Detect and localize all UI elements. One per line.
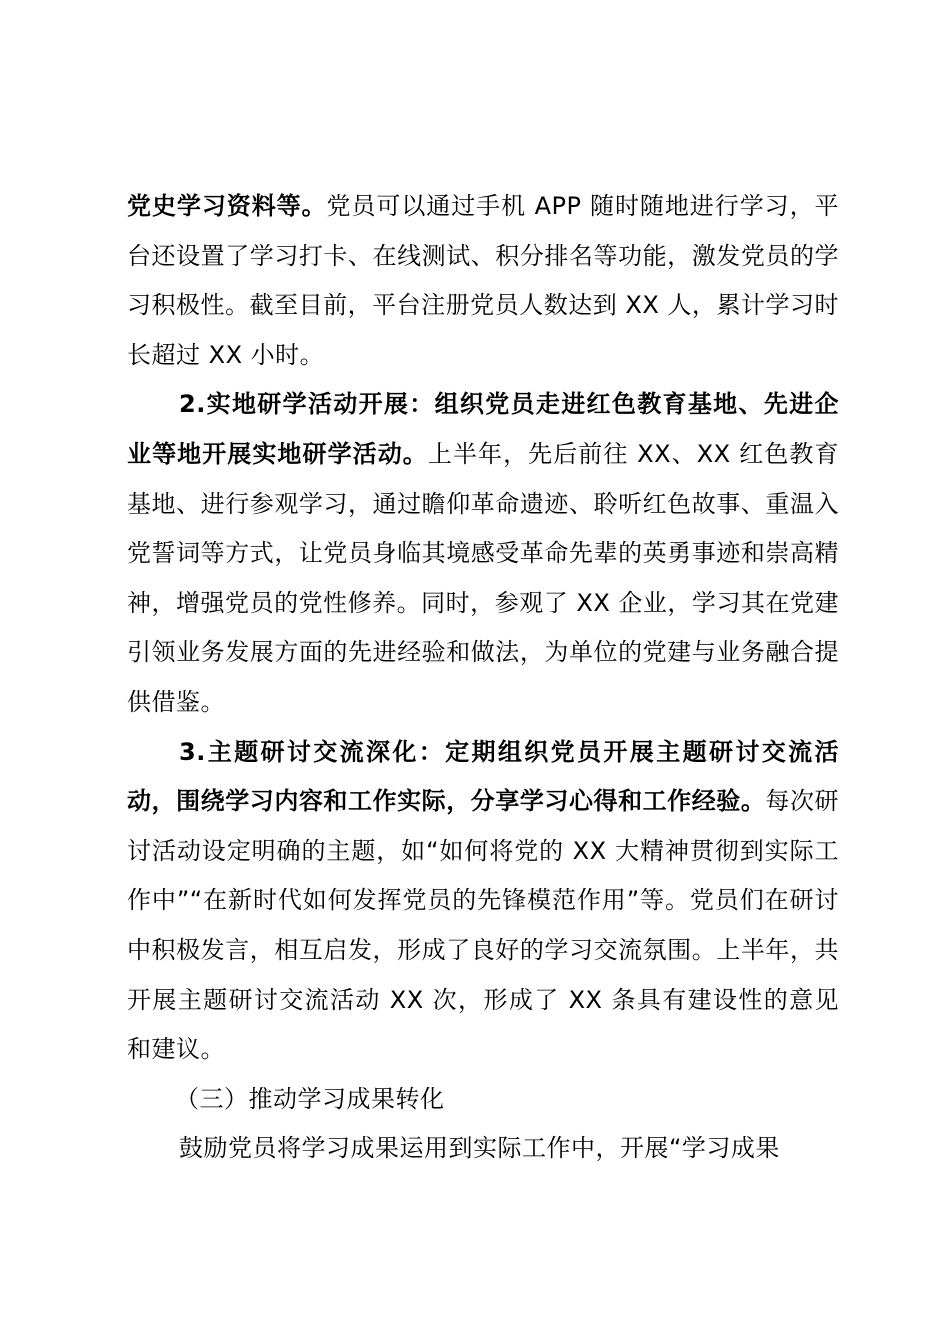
paragraph-text: 每次研讨活动设定明确的主题，如“如何将党的 XX 大精神贯彻到实际工作中”“在新时代如何发挥党员的先锋模范作用”等。党员们在研讨中积极发言，相互启发，形成了良好的学习交流氛围。上半年，共开展主题研讨交流活动 XX 次，形成了 XX 条具有建设性的意见和建议。 (127, 787, 839, 1064)
document-body (127, 182, 839, 1174)
paragraph-text: 上半年，先后前往 XX、XX 红色教育基地、进行参观学习，通过瞻仰革命遗迹、聆听红色故事、重温入党誓词等方式，让党员身临其境感受革命先辈的英勇事迹和崇高精神，增强党员的党性修养。同时，参观了 XX 企业，学习其在党建引领业务发展方面的先进经验和做法，为单位的党建与业务融合提供借鉴。 (127, 439, 839, 716)
paragraph-lead-bold: 3.主题研讨交流深化：定期组织党员开展主题研讨交流活动，围绕学习内容和工作实际，分享学习心得和工作经验。 (127, 737, 839, 816)
paragraph-closing: 鼓励党员将学习成果运用到实际工作中，开展“学习成果 (179, 1134, 780, 1163)
paragraph-lead-bold: 2.实地研学活动开展：组织党员走进红色教育基地、先进企业等地开展实地研学活动。 (127, 390, 839, 468)
paragraph-seminar (127, 728, 839, 1075)
section-subheading: （三）推动学习成果转化 (175, 1084, 445, 1113)
paragraph-text: 党员可以通过手机 APP 随时随地进行学习，平台还设置了学习打卡、在线测试、积分排名等功能，激发党员的学习积极性。截至目前，平台注册党员人数达到 XX 人，累计学习时长超过 XX 小时。 (127, 192, 840, 369)
paragraph-field-study (127, 380, 839, 727)
paragraph-lead-bold: 党史学习资料等。 (127, 192, 327, 220)
paragraph-online-learning (127, 182, 839, 380)
